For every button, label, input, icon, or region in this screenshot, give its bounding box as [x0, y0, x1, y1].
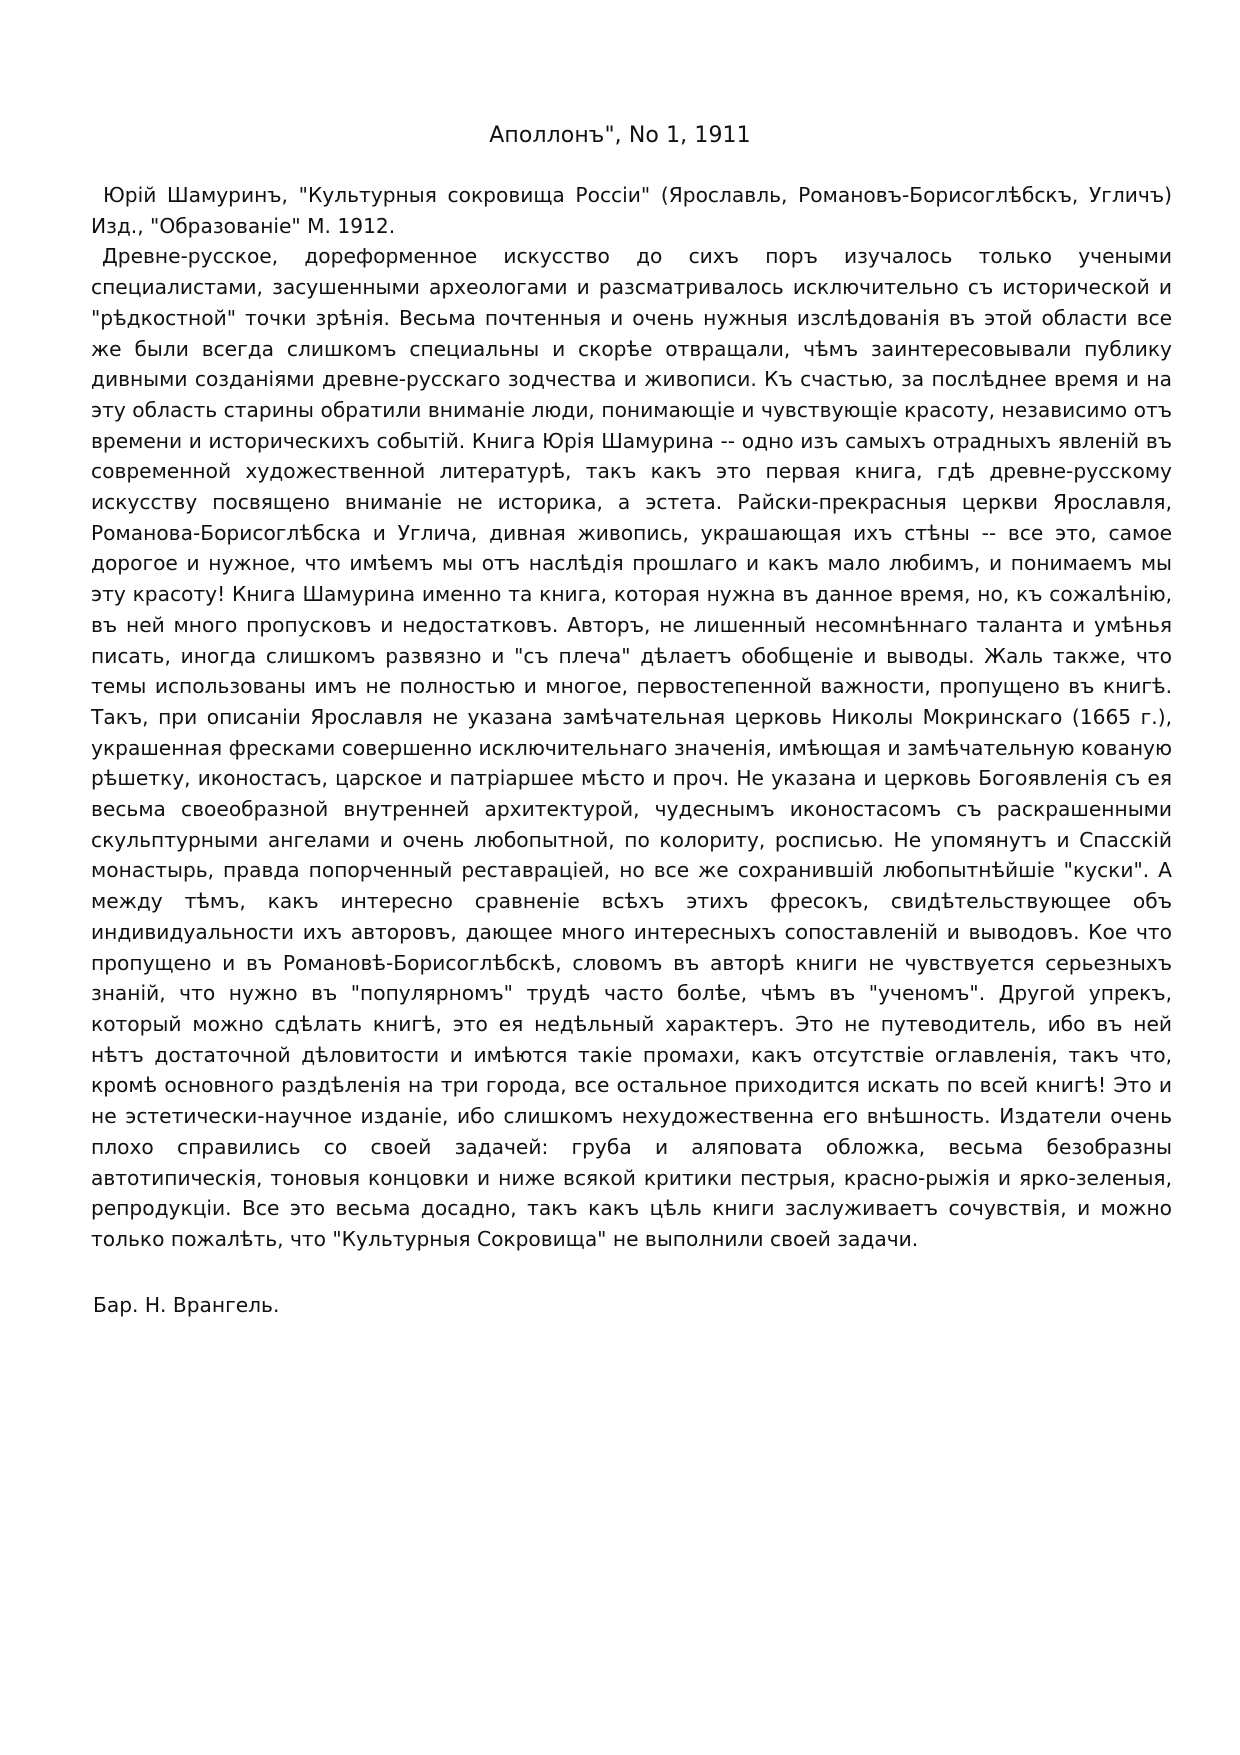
review-body-paragraph: Древне-русское, дореформенное искусство до сихъ поръ изучалось только учеными специалистами, засушенными археологами и разсматривалось исключительно съ исторической и "рѣдкостной" точки зрѣнія. Весьма почтенныя и очень нужныя изслѣдованія въ этой области все же были всегда слишкомъ специальны и скорѣе отвращали, чѣмъ заинтересовывали публику дивными созданіями древне-русскаго зодчества и живописи. Къ счастью, за послѣднее время и на эту область старины обратили вниманіе люди, понимающіе и чувствующіе красоту, независимо отъ времени и историческихъ событій. Книга Юрія Шамурина -- одно изъ самыхъ отрадныхъ явленій въ современной художественной литературѣ, такъ какъ это первая книга, гдѣ древне-русскому искусству посвящено вниманіе не историка, а эстета. Райски-прекрасныя церкви Ярославля, Романова-Борисоглѣбска и Углича, дивная живопись, украшающая ихъ стѣны -- все это, самое дорогое и нужное, что имѣемъ мы отъ наслѣдія прошлаго и какъ мало любимъ, и понимаемъ мы эту красоту! Книга Шамурина именно та книга, которая нужна въ данное время, но, къ сожалѣнію, въ ней много пропусковъ и недостатковъ. Авторъ, не лишенный несомнѣннаго таланта и умѣнья писать, иногда слишкомъ развязно и "съ плеча" дѣлаетъ обобщеніе и выводы. Жаль также, что темы использованы имъ не полностью и многое, первостепенной важности, пропущено въ книгѣ. Такъ, при описаніи Ярославля не указана замѣчательная церковь Николы Мокринскаго (1665 г.), украшенная фресками совершенно исключительнаго значенія, имѣющая и замѣчательную кованую рѣшетку, иконостасъ, царское и патріаршее мѣсто и проч. Не указана и церковь Богоявленія съ ея весьма своеобразной внутренней архитектурой, чудеснымъ иконостасомъ съ раскрашенными скульптурными ангелами и очень любопытной, по колориту, росписью. Не упомянутъ и Спасскій монастырь, правда попорченный реставрацiей, но все же сохранившій любопытнѣйшіе "куски". А между тѣмъ, какъ интересно сравненіе всѣхъ этихъ фресокъ, свидѣтельствующее объ индивидуальности ихъ авторовъ, дающее много интересныхъ сопоставленій и выводовъ. Кое что пропущено и въ Романовѣ-Борисоглѣбскѣ, словомъ въ авторѣ книги не чувствуется серьезныхъ знаній, что нужно въ "популярномъ" трудѣ часто болѣе, чѣмъ въ "ученомъ". Другой упрекъ, который можно сдѣлать книгѣ, это ея недѣльный характеръ. Это не путеводитель, ибо въ ней нѣтъ достаточной дѣловитости и имѣются такіе промахи, какъ отсутствіе оглавленія, такъ что, кромѣ основного раздѣленія на три города, все остальное приходится искать по всей книгѣ! Это и не эстетически-научное изданіе, ибо слишкомъ нехудожественна его внѣшность. Издатели очень плохо справились со своей задачей: груба и аляповата обложка, весьма безобразны автотипическія, тоновыя концовки и ниже всякой критики пестрыя, красно-рыжія и ярко-зеленыя, репродукціи. Все это весьма досадно, такъ какъ цѣль книги заслуживаетъ сочувствія, и можно только пожалѣть, что "Культурныя Сокровища" не выполнили своей задачи.	[91, 244, 1172, 1251]
author-signature: Бар. Н. Врангель.	[93, 1293, 280, 1317]
page-header-title: Аполлонъ", No 1, 1911	[489, 123, 751, 148]
bibliography-paragraph: Юрій Шамуринъ, "Культурныя сокровища Россіи" (Ярославль, Романовъ-Борисоглѣбскъ, Угличъ) Изд., "Образованіе" М. 1912.	[91, 183, 1172, 238]
article-content	[91, 180, 1172, 1255]
